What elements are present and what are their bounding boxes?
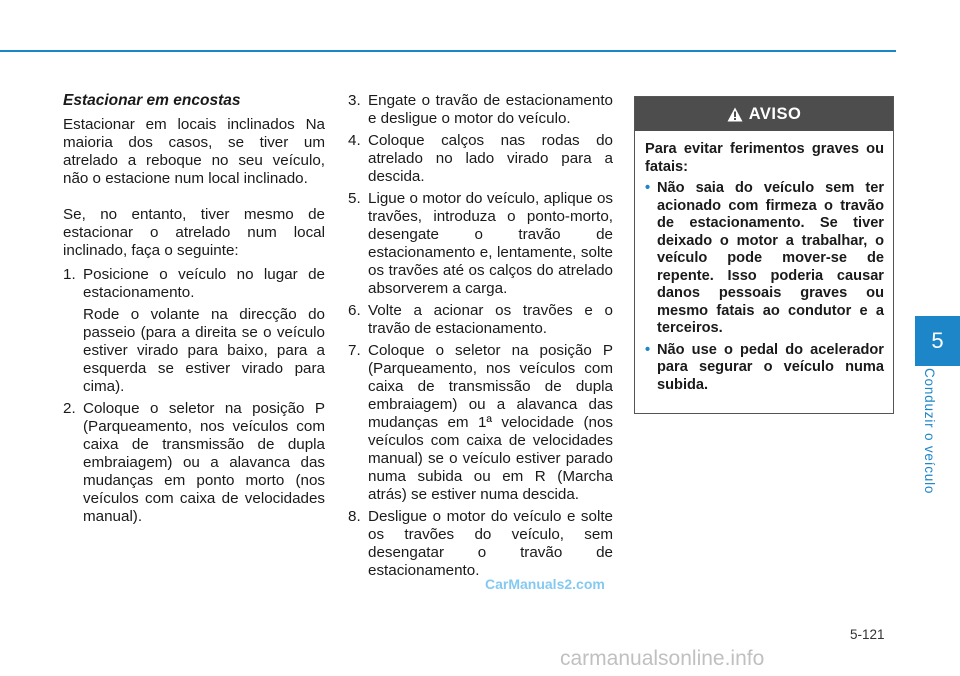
step-number: 1.	[63, 266, 76, 283]
warning-header	[635, 97, 893, 131]
warning-list	[645, 180, 884, 394]
warning-intro: Para evitar ferimentos graves ou fatais:	[645, 141, 884, 175]
warning-item-text: Não saia do veículo sem ter acionado com firmeza o travão de estacionamento. Se tiver deixado o motor a trabalhar, o veículo pode mover-se de repente. Isso poderia causar danos pessoais graves ou mesmo fatais ao condutor e a terceiros.	[657, 180, 884, 336]
steps-list-left	[63, 266, 325, 526]
step-number: 8.	[348, 508, 361, 525]
warning-item	[645, 180, 884, 338]
column-left	[63, 92, 325, 530]
step-text: Desligue o motor do veículo e solte os travões do veículo, sem desengatar o travão de estacionamento.	[368, 508, 613, 579]
bullet-icon: •	[645, 180, 651, 196]
bullet-icon: •	[645, 341, 651, 358]
step-number: 6.	[348, 302, 361, 319]
step-item	[348, 132, 613, 186]
step-text: Posicione o veículo no lugar de estacionamento.	[83, 266, 325, 301]
step-number: 5.	[348, 190, 361, 207]
step-item	[348, 342, 613, 504]
section-heading: Estacionar em encostas	[63, 92, 241, 109]
step-item	[348, 302, 613, 338]
watermark-carmanuals2: CarManuals2.com	[485, 576, 605, 592]
paragraph-instructions: Se, no entanto, tiver mesmo de estacionar o atrelado num local inclinado, faça o seguinte:	[63, 206, 325, 259]
chapter-title: Conduzir o veículo	[922, 368, 937, 495]
step-item	[63, 266, 325, 396]
step-text-extra: Rode o volante na direcção do passeio (para a direita se o veículo estiver virado para baixo, para a esquerda se estiver virado para cima).	[83, 306, 325, 395]
step-number: 2.	[63, 400, 76, 417]
step-number: 4.	[348, 132, 361, 149]
warning-item-text: Não use o pedal do acelerador para segurar o veículo numa subida.	[657, 341, 884, 393]
step-item	[348, 92, 613, 128]
step-item	[348, 508, 613, 580]
warning-body	[635, 131, 893, 394]
step-number: 3.	[348, 92, 361, 109]
step-text: Coloque o seletor na posição P (Parqueamento, nos veículos com caixa de transmissão de dupla embraiagem) ou a alavanca das mudanças em ponto morto (nos veículos com caixa de velocidades manual).	[83, 400, 325, 525]
step-text: Volte a acionar os travões e o travão de estacionamento.	[368, 302, 613, 337]
step-text: Ligue o motor do veículo, aplique os travões, introduza o ponto-morto, desengate o travão de estacionamento e, lentamente, solte os travões até os calços do atrelado absorverem a carga.	[368, 190, 613, 297]
step-item	[348, 190, 613, 298]
warning-triangle-icon	[727, 107, 743, 122]
step-text: Coloque calços nas rodas do atrelado no lado virado para a descida.	[368, 132, 613, 185]
chapter-tab: 5	[915, 316, 960, 366]
step-item	[63, 400, 325, 526]
page-number: 5-121	[850, 627, 885, 642]
column-middle	[348, 92, 613, 584]
watermark-carmanualsonline: carmanualsonline.info	[560, 647, 765, 670]
warning-title: AVISO	[748, 104, 802, 123]
top-rule	[0, 50, 896, 52]
warning-box	[634, 96, 894, 414]
step-text: Coloque o seletor na posição P (Parqueamento, nos veículos com caixa de transmissão de dupla embraiagem) ou a alavanca das mudanças em 1ª velocidade (nos veículos com caixa de velocidades manual) se o veículo estiver parado numa subida ou em R (Marcha atrás) se estiver numa descida.	[368, 342, 613, 503]
paragraph-intro: Estacionar em locais inclinados Na maioria dos casos, se tiver um atrelado a reboque no seu veículo, não o estacione num local inclinado.	[63, 116, 325, 187]
steps-list-middle	[348, 92, 613, 580]
step-text: Engate o travão de estacionamento e desligue o motor do veículo.	[368, 92, 613, 127]
step-number: 7.	[348, 342, 361, 359]
warning-item	[645, 342, 884, 395]
